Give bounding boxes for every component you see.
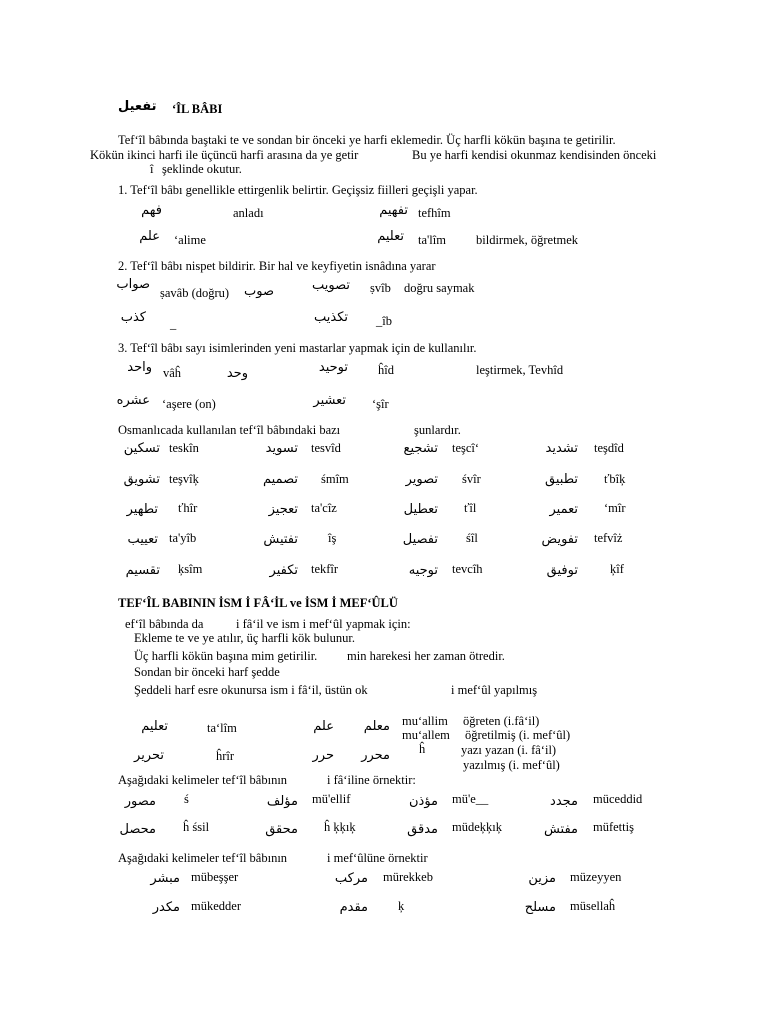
transliteration: ķ xyxy=(398,899,405,913)
arabic-word: تفتيش xyxy=(263,532,298,547)
section-heading: 3. Tef‘îl bâbı sayı isimlerinden yeni mastarlar yapmak için de kullanılır. xyxy=(118,341,477,355)
arabic-word: تشجيع xyxy=(403,441,438,456)
transliteration: teskîn xyxy=(169,441,199,455)
arabic-word: مركب xyxy=(334,871,368,886)
transliteration: śîl xyxy=(466,531,478,545)
section-heading: Aşağıdaki kelimeler tef‘îl bâbının xyxy=(118,851,288,865)
intro-line: Kökün ikinci harfi ile üçüncü harfi arasına da ye getir xyxy=(90,148,359,162)
transliteration: mü'e__ xyxy=(452,792,489,806)
transliteration: ĥ ķķıķ xyxy=(324,820,356,834)
rule-line: Üç harfli kökün başına mim getirilir. xyxy=(134,649,318,663)
meaning: öğreten (i.fâ‘il) xyxy=(463,714,540,728)
transliteration: müfettiş xyxy=(593,820,634,834)
arabic-word: محصل xyxy=(119,822,156,837)
arabic-word: تفويض xyxy=(541,532,578,547)
arabic-word: صوب xyxy=(244,284,274,299)
arabic-word: فهم xyxy=(141,203,162,218)
meaning: yazılmış (i. mef‘ûl) xyxy=(463,758,560,772)
arabic-word: تكذيب xyxy=(313,310,348,325)
transliteration: ta‘lîm xyxy=(207,721,237,735)
transliteration: ĥîd xyxy=(378,363,394,377)
title-arabic: تفعيل xyxy=(118,99,157,114)
arabic-word: كذب xyxy=(120,310,146,325)
transliteration: tefhîm xyxy=(418,206,451,220)
transliteration: _îb xyxy=(376,314,392,328)
transliteration: ĥ śsil xyxy=(183,820,210,834)
transliteration: ťhîr xyxy=(178,501,198,515)
arabic-word: تسكين xyxy=(123,441,160,456)
rule-line: Ekleme te ve ye atılır, üç harfli kök bulunur. xyxy=(134,631,355,645)
arabic-word: عشره xyxy=(116,393,150,408)
meaning: öğretilmiş (i. mef‘ûl) xyxy=(465,728,571,742)
arabic-word: مؤلف xyxy=(266,794,298,809)
arabic-word: تطبيق xyxy=(545,472,578,487)
meaning: ‘alime xyxy=(174,233,206,247)
rule-line: Sondan bir önceki harf şedde xyxy=(134,665,280,679)
rule-line: Şeddeli harf esre okunursa ism i fâ‘il, üstün ok xyxy=(134,683,368,697)
transliteration: tefvîż xyxy=(594,531,623,545)
arabic-word: تعجيز xyxy=(268,502,298,517)
section-heading: TEF‘ÎL BABININ İSM İ FÂ‘İL ve İSM İ MEF‘ÛLÜ xyxy=(118,596,398,610)
arabic-word: تعشير xyxy=(313,393,346,408)
page-title: ‘ÎL BÂBI xyxy=(172,102,223,116)
rule-line: min harekesi her zaman ötredir. xyxy=(347,649,505,663)
arabic-word: مقدم xyxy=(339,900,368,915)
arabic-word: تطهير xyxy=(126,502,158,517)
transliteration: śvîr xyxy=(462,472,481,486)
arabic-word: مصور xyxy=(124,794,156,809)
transliteration: ĥrîr xyxy=(216,749,235,763)
arabic-word: مزين xyxy=(528,871,556,886)
section-heading: i fâ‘iline örnektir: xyxy=(327,773,416,787)
section-heading: i mef‘ûlüne örnektir xyxy=(327,851,428,865)
transliteration: śmîm xyxy=(321,472,349,486)
transliteration: müdeķķıķ xyxy=(452,820,502,834)
transliteration: mükedder xyxy=(191,899,241,913)
arabic-word: تشويق xyxy=(123,472,160,487)
arabic-word: صواب xyxy=(116,277,150,292)
meaning: anladı xyxy=(233,206,264,220)
intro-line: Tef‘îl bâbında baştaki te ve sondan bir önceki ye harfi eklemedir. Üç harfli kökün başına te getirilir. xyxy=(118,133,616,147)
arabic-word: تعطيل xyxy=(403,502,438,517)
arabic-word: علم xyxy=(139,229,160,244)
transliteration: ķsîm xyxy=(178,562,203,576)
meaning: _ xyxy=(170,317,177,331)
arabic-word: وحد xyxy=(226,366,248,381)
arabic-word: تعليم xyxy=(377,229,404,244)
arabic-word: علم xyxy=(313,719,334,734)
transliteration: tekfîr xyxy=(311,562,339,576)
arabic-word: تكفير xyxy=(269,563,298,578)
arabic-word: معلم xyxy=(363,719,390,734)
rule-line: i mef‘ûl yapılmış xyxy=(451,683,538,697)
arabic-word: تحرير xyxy=(134,748,164,763)
arabic-word: تعمير xyxy=(549,502,578,517)
transliteration: mu‘allem xyxy=(402,728,450,742)
meaning: ṣavâb (doğru) xyxy=(160,286,230,300)
meaning: leştirmek, Tevhîd xyxy=(476,363,564,377)
meaning: ‘aşere (on) xyxy=(162,397,216,411)
arabic-word: توفيق xyxy=(546,563,578,578)
arabic-word: تشديد xyxy=(545,441,578,456)
transliteration: tevcîh xyxy=(452,562,483,576)
transliteration: teşcî‘ xyxy=(452,441,480,455)
section-heading: 2. Tef‘îl bâbı nispet bildirir. Bir hal ve keyfiyetin isnâdına yarar xyxy=(118,259,436,273)
section-heading: Aşağıdaki kelimeler tef‘îl bâbının xyxy=(118,773,288,787)
arabic-word: محرر xyxy=(361,748,390,763)
transliteration: ṣvîb xyxy=(370,281,391,295)
arabic-word: تصميم xyxy=(263,472,298,487)
arabic-word: توحيد xyxy=(318,360,348,375)
transliteration: müceddid xyxy=(593,792,643,806)
transliteration: ta'cîz xyxy=(311,501,337,515)
arabic-word: تفهيم xyxy=(379,203,408,218)
transliteration: ‘şîr xyxy=(372,397,389,411)
transliteration: ťbîķ xyxy=(604,472,626,486)
meaning: yazı yazan (i. fâ‘il) xyxy=(461,743,557,757)
arabic-word: تسويد xyxy=(265,441,298,456)
transliteration: tesvîd xyxy=(311,441,341,455)
arabic-word: توجيه xyxy=(408,563,438,578)
transliteration: îş xyxy=(328,531,337,545)
arabic-word: مدقق xyxy=(407,822,438,837)
intro-line: şeklinde okutur. xyxy=(162,162,242,176)
transliteration: teşdîd xyxy=(594,441,624,455)
section-heading: şunlardır. xyxy=(414,423,461,437)
arabic-word: محقق xyxy=(265,822,298,837)
transliteration: mu‘allim xyxy=(402,714,448,728)
transliteration: mürekkeb xyxy=(383,870,433,884)
transliteration: müzeyyen xyxy=(570,870,622,884)
transliteration: ĥ xyxy=(419,742,426,756)
arabic-word: تقسيم xyxy=(125,563,160,578)
meaning: vâĥ xyxy=(163,366,182,380)
transliteration: ta'yîb xyxy=(169,531,197,545)
transliteration: mübeşşer xyxy=(191,870,239,884)
meaning: doğru saymak xyxy=(404,281,475,295)
arabic-word: تعليم xyxy=(141,719,168,734)
transliteration: ś xyxy=(184,792,189,806)
arabic-word: مبشر xyxy=(150,871,180,886)
arabic-word: تفصيل xyxy=(402,532,438,547)
transliteration: ta'lîm xyxy=(418,233,446,247)
transliteration: mü'ellif xyxy=(312,792,351,806)
transliteration: teşvîķ xyxy=(169,472,199,486)
arabic-word: مجدد xyxy=(550,794,578,809)
arabic-word: مكدر xyxy=(152,900,180,915)
intro-line: Bu ye harfi kendisi okunmaz kendisinden önceki xyxy=(412,148,657,162)
arabic-word: مسلح xyxy=(524,900,556,915)
transliteration: ķîf xyxy=(610,562,624,576)
arabic-word: تصويب xyxy=(312,278,350,293)
section-heading: 1. Tef‘îl bâbı genellikle ettirgenlik belirtir. Geçişsiz fiilleri geçişli yapar. xyxy=(118,183,478,197)
arabic-word: واحد xyxy=(127,360,152,375)
arabic-word: مؤذن xyxy=(408,794,438,809)
intro-line: î xyxy=(150,162,154,176)
section-heading: Osmanlıcada kullanılan tef‘îl bâbındaki bazı xyxy=(118,423,341,437)
arabic-word: تعييب xyxy=(127,532,158,547)
arabic-word: تصوير xyxy=(405,472,438,487)
transliteration: ťîl xyxy=(464,501,477,515)
arabic-word: مفتش xyxy=(543,822,578,837)
meaning: bildirmek, öğretmek xyxy=(476,233,579,247)
rule-line: ef‘îl bâbında da xyxy=(125,617,204,631)
transliteration: ‘mîr xyxy=(604,501,626,515)
rule-line: i fâ‘il ve ism i mef‘ûl yapmak için: xyxy=(236,617,411,631)
arabic-word: حرر xyxy=(312,748,334,763)
transliteration: müsellaĥ xyxy=(570,899,616,913)
